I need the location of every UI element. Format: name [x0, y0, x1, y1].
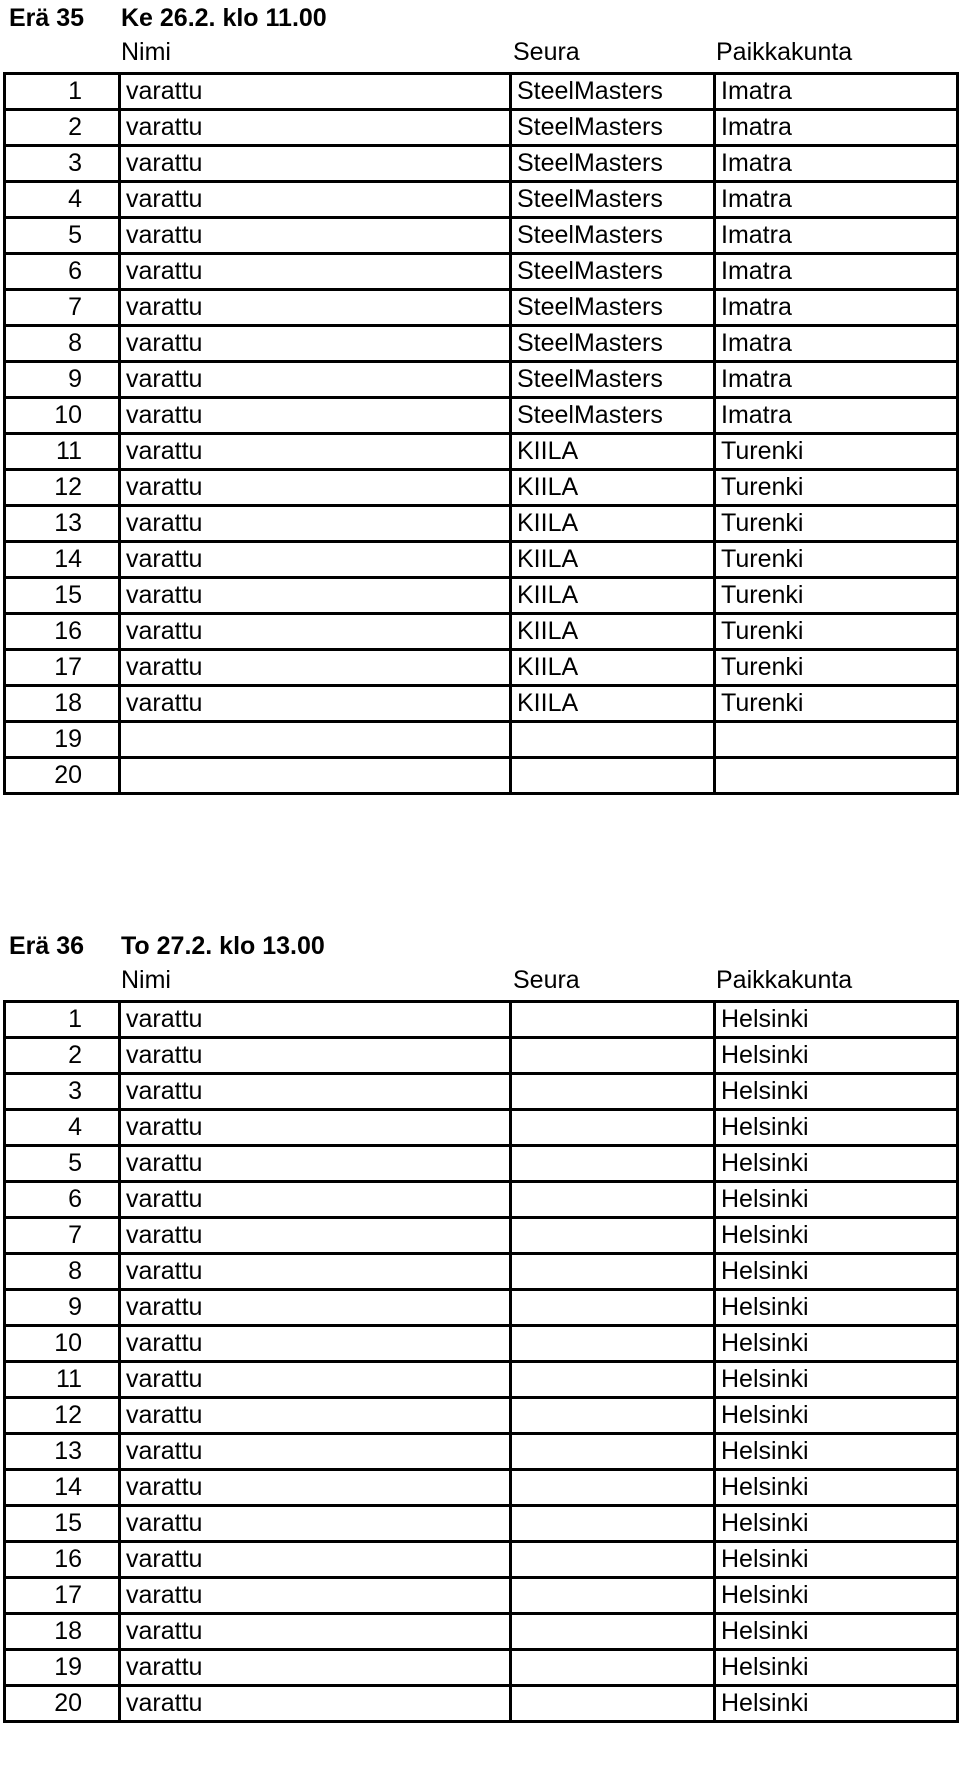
table-row: [5, 1362, 958, 1398]
cell-paikkakunta: Imatra: [715, 74, 958, 110]
cell-paikkakunta: Helsinki: [715, 1614, 958, 1650]
table-row: [5, 1146, 958, 1182]
batch-36-rows: [5, 1002, 958, 1722]
cell-nimi: varattu: [120, 1506, 511, 1542]
cell-seura: SteelMasters: [511, 326, 715, 362]
cell-paikkakunta: [715, 758, 958, 794]
cell-paikkakunta: Helsinki: [715, 1002, 958, 1038]
cell-seura: [511, 1146, 715, 1182]
cell-paikkakunta: Imatra: [715, 146, 958, 182]
row-number: 15: [5, 578, 120, 614]
table-row: [5, 470, 958, 506]
cell-seura: KIILA: [511, 578, 715, 614]
row-number: 13: [5, 1434, 120, 1470]
cell-nimi: [120, 758, 511, 794]
cell-seura: SteelMasters: [511, 254, 715, 290]
row-number: 2: [5, 110, 120, 146]
row-number: 6: [5, 1182, 120, 1218]
cell-seura: [511, 1614, 715, 1650]
row-number: 14: [5, 542, 120, 578]
cell-paikkakunta: Helsinki: [715, 1542, 958, 1578]
row-number: 3: [5, 1074, 120, 1110]
batch-36-label: Erä 36: [9, 932, 85, 960]
table-row: [5, 1110, 958, 1146]
cell-paikkakunta: Imatra: [715, 254, 958, 290]
cell-seura: SteelMasters: [511, 290, 715, 326]
cell-nimi: varattu: [120, 1398, 511, 1434]
row-number: 9: [5, 362, 120, 398]
row-number: 9: [5, 1290, 120, 1326]
cell-nimi: varattu: [120, 398, 511, 434]
cell-nimi: varattu: [120, 1686, 511, 1722]
table-row: [5, 254, 958, 290]
cell-seura: [511, 1254, 715, 1290]
batch-35-table: [3, 72, 959, 795]
row-number: 14: [5, 1470, 120, 1506]
cell-paikkakunta: Helsinki: [715, 1650, 958, 1686]
cell-nimi: varattu: [120, 1650, 511, 1686]
table-row: [5, 614, 958, 650]
table-row: [5, 290, 958, 326]
cell-paikkakunta: Helsinki: [715, 1686, 958, 1722]
cell-paikkakunta: Turenki: [715, 542, 958, 578]
table-row: [5, 218, 958, 254]
cell-seura: [511, 1182, 715, 1218]
cell-seura: [511, 1038, 715, 1074]
cell-nimi: varattu: [120, 434, 511, 470]
row-number: 5: [5, 1146, 120, 1182]
row-number: 10: [5, 398, 120, 434]
batch-36-column-headers: [0, 966, 960, 1000]
row-number: 7: [5, 290, 120, 326]
table-row: [5, 1290, 958, 1326]
cell-seura: KIILA: [511, 542, 715, 578]
cell-nimi: varattu: [120, 1290, 511, 1326]
cell-seura: KIILA: [511, 434, 715, 470]
row-number: 20: [5, 1686, 120, 1722]
cell-seura: KIILA: [511, 506, 715, 542]
cell-nimi: varattu: [120, 1146, 511, 1182]
cell-paikkakunta: Helsinki: [715, 1218, 958, 1254]
table-row: [5, 542, 958, 578]
table-row: [5, 1038, 958, 1074]
cell-nimi: varattu: [120, 1182, 511, 1218]
cell-paikkakunta: [715, 722, 958, 758]
cell-paikkakunta: Helsinki: [715, 1470, 958, 1506]
table-row: [5, 182, 958, 218]
cell-nimi: varattu: [120, 146, 511, 182]
row-number: 11: [5, 434, 120, 470]
cell-paikkakunta: Imatra: [715, 182, 958, 218]
cell-paikkakunta: Helsinki: [715, 1110, 958, 1146]
cell-nimi: varattu: [120, 542, 511, 578]
table-row: [5, 1578, 958, 1614]
table-row: [5, 506, 958, 542]
batch-35-section: [0, 0, 960, 789]
cell-paikkakunta: Helsinki: [715, 1074, 958, 1110]
table-row: [5, 686, 958, 722]
cell-seura: SteelMasters: [511, 362, 715, 398]
cell-seura: [511, 1002, 715, 1038]
batch-35-column-headers: [0, 38, 960, 72]
cell-seura: SteelMasters: [511, 146, 715, 182]
cell-nimi: varattu: [120, 1434, 511, 1470]
table-row: [5, 1398, 958, 1434]
table-row: [5, 1650, 958, 1686]
cell-nimi: varattu: [120, 578, 511, 614]
cell-seura: [511, 1686, 715, 1722]
cell-seura: [511, 1362, 715, 1398]
cell-nimi: varattu: [120, 1218, 511, 1254]
cell-paikkakunta: Turenki: [715, 614, 958, 650]
cell-seura: [511, 1110, 715, 1146]
cell-nimi: varattu: [120, 1362, 511, 1398]
column-header-paikkakunta: Paikkakunta: [716, 966, 853, 994]
cell-paikkakunta: Turenki: [715, 578, 958, 614]
cell-seura: [511, 1074, 715, 1110]
cell-paikkakunta: Turenki: [715, 686, 958, 722]
table-row: [5, 1434, 958, 1470]
table-row: [5, 650, 958, 686]
table-row: [5, 1074, 958, 1110]
cell-seura: [511, 1470, 715, 1506]
table-row: [5, 1686, 958, 1722]
cell-paikkakunta: Helsinki: [715, 1254, 958, 1290]
cell-nimi: varattu: [120, 1038, 511, 1074]
row-number: 6: [5, 254, 120, 290]
table-row: [5, 722, 958, 758]
row-number: 7: [5, 1218, 120, 1254]
cell-nimi: varattu: [120, 1614, 511, 1650]
table-row: [5, 326, 958, 362]
table-row: [5, 1182, 958, 1218]
cell-seura: KIILA: [511, 614, 715, 650]
row-number: 4: [5, 182, 120, 218]
cell-paikkakunta: Imatra: [715, 218, 958, 254]
cell-paikkakunta: Helsinki: [715, 1146, 958, 1182]
cell-seura: [511, 1326, 715, 1362]
cell-seura: SteelMasters: [511, 182, 715, 218]
cell-seura: [511, 1650, 715, 1686]
row-number: 12: [5, 470, 120, 506]
column-header-nimi: Nimi: [121, 38, 171, 66]
row-number: 18: [5, 686, 120, 722]
cell-paikkakunta: Turenki: [715, 434, 958, 470]
row-number: 19: [5, 722, 120, 758]
row-number: 17: [5, 1578, 120, 1614]
table-row: [5, 1506, 958, 1542]
cell-paikkakunta: Imatra: [715, 290, 958, 326]
cell-seura: [511, 1218, 715, 1254]
cell-seura: [511, 758, 715, 794]
column-header-nimi: Nimi: [121, 966, 171, 994]
cell-nimi: varattu: [120, 1002, 511, 1038]
cell-seura: SteelMasters: [511, 398, 715, 434]
row-number: 10: [5, 1326, 120, 1362]
row-number: 11: [5, 1362, 120, 1398]
cell-nimi: varattu: [120, 1542, 511, 1578]
cell-paikkakunta: Imatra: [715, 326, 958, 362]
row-number: 1: [5, 74, 120, 110]
row-number: 16: [5, 614, 120, 650]
table-row: [5, 74, 958, 110]
cell-paikkakunta: Helsinki: [715, 1398, 958, 1434]
cell-paikkakunta: Turenki: [715, 650, 958, 686]
cell-nimi: varattu: [120, 182, 511, 218]
cell-nimi: varattu: [120, 686, 511, 722]
batch-36-datetime: To 27.2. klo 13.00: [121, 932, 325, 960]
cell-seura: [511, 1578, 715, 1614]
cell-seura: KIILA: [511, 470, 715, 506]
table-row: [5, 1614, 958, 1650]
cell-nimi: varattu: [120, 1326, 511, 1362]
cell-nimi: varattu: [120, 326, 511, 362]
cell-seura: SteelMasters: [511, 218, 715, 254]
cell-nimi: varattu: [120, 362, 511, 398]
cell-seura: KIILA: [511, 650, 715, 686]
cell-seura: SteelMasters: [511, 110, 715, 146]
cell-nimi: varattu: [120, 74, 511, 110]
row-number: 15: [5, 1506, 120, 1542]
cell-nimi: varattu: [120, 506, 511, 542]
cell-seura: [511, 1506, 715, 1542]
row-number: 19: [5, 1650, 120, 1686]
cell-seura: [511, 1398, 715, 1434]
table-row: [5, 434, 958, 470]
table-row: [5, 362, 958, 398]
cell-seura: [511, 1290, 715, 1326]
cell-nimi: varattu: [120, 110, 511, 146]
cell-nimi: varattu: [120, 218, 511, 254]
table-row: [5, 758, 958, 794]
cell-nimi: varattu: [120, 1470, 511, 1506]
cell-nimi: varattu: [120, 254, 511, 290]
table-row: [5, 398, 958, 434]
table-row: [5, 146, 958, 182]
cell-paikkakunta: Imatra: [715, 362, 958, 398]
table-row: [5, 110, 958, 146]
cell-paikkakunta: Helsinki: [715, 1362, 958, 1398]
row-number: 13: [5, 506, 120, 542]
row-number: 5: [5, 218, 120, 254]
batch-36-heading: [0, 928, 960, 966]
cell-nimi: varattu: [120, 1254, 511, 1290]
cell-paikkakunta: Helsinki: [715, 1290, 958, 1326]
batch-35-label: Erä 35: [9, 4, 85, 32]
cell-paikkakunta: Helsinki: [715, 1434, 958, 1470]
batch-35-rows: [5, 74, 958, 794]
cell-paikkakunta: Helsinki: [715, 1038, 958, 1074]
cell-seura: [511, 1542, 715, 1578]
cell-paikkakunta: Helsinki: [715, 1326, 958, 1362]
table-row: [5, 1254, 958, 1290]
row-number: 16: [5, 1542, 120, 1578]
cell-nimi: varattu: [120, 1074, 511, 1110]
cell-seura: KIILA: [511, 686, 715, 722]
row-number: 2: [5, 1038, 120, 1074]
cell-paikkakunta: Helsinki: [715, 1578, 958, 1614]
row-number: 1: [5, 1002, 120, 1038]
row-number: 3: [5, 146, 120, 182]
cell-nimi: varattu: [120, 1110, 511, 1146]
table-row: [5, 1542, 958, 1578]
column-header-paikkakunta: Paikkakunta: [716, 38, 853, 66]
batch-36-section: [0, 928, 960, 1717]
row-number: 20: [5, 758, 120, 794]
table-row: [5, 578, 958, 614]
row-number: 8: [5, 1254, 120, 1290]
cell-nimi: varattu: [120, 1578, 511, 1614]
row-number: 8: [5, 326, 120, 362]
cell-seura: [511, 722, 715, 758]
cell-nimi: varattu: [120, 470, 511, 506]
batch-36-table: [3, 1000, 959, 1723]
cell-paikkakunta: Turenki: [715, 470, 958, 506]
table-row: [5, 1470, 958, 1506]
cell-seura: SteelMasters: [511, 74, 715, 110]
batch-35-datetime: Ke 26.2. klo 11.00: [121, 4, 327, 32]
row-number: 18: [5, 1614, 120, 1650]
cell-paikkakunta: Helsinki: [715, 1182, 958, 1218]
cell-nimi: [120, 722, 511, 758]
row-number: 17: [5, 650, 120, 686]
row-number: 4: [5, 1110, 120, 1146]
cell-nimi: varattu: [120, 650, 511, 686]
cell-seura: [511, 1434, 715, 1470]
cell-paikkakunta: Helsinki: [715, 1506, 958, 1542]
table-row: [5, 1218, 958, 1254]
cell-paikkakunta: Imatra: [715, 398, 958, 434]
column-header-seura: Seura: [513, 38, 580, 66]
cell-paikkakunta: Imatra: [715, 110, 958, 146]
table-row: [5, 1326, 958, 1362]
cell-nimi: varattu: [120, 290, 511, 326]
cell-nimi: varattu: [120, 614, 511, 650]
column-header-seura: Seura: [513, 966, 580, 994]
table-row: [5, 1002, 958, 1038]
row-number: 12: [5, 1398, 120, 1434]
batch-35-heading: [0, 0, 960, 38]
cell-paikkakunta: Turenki: [715, 506, 958, 542]
